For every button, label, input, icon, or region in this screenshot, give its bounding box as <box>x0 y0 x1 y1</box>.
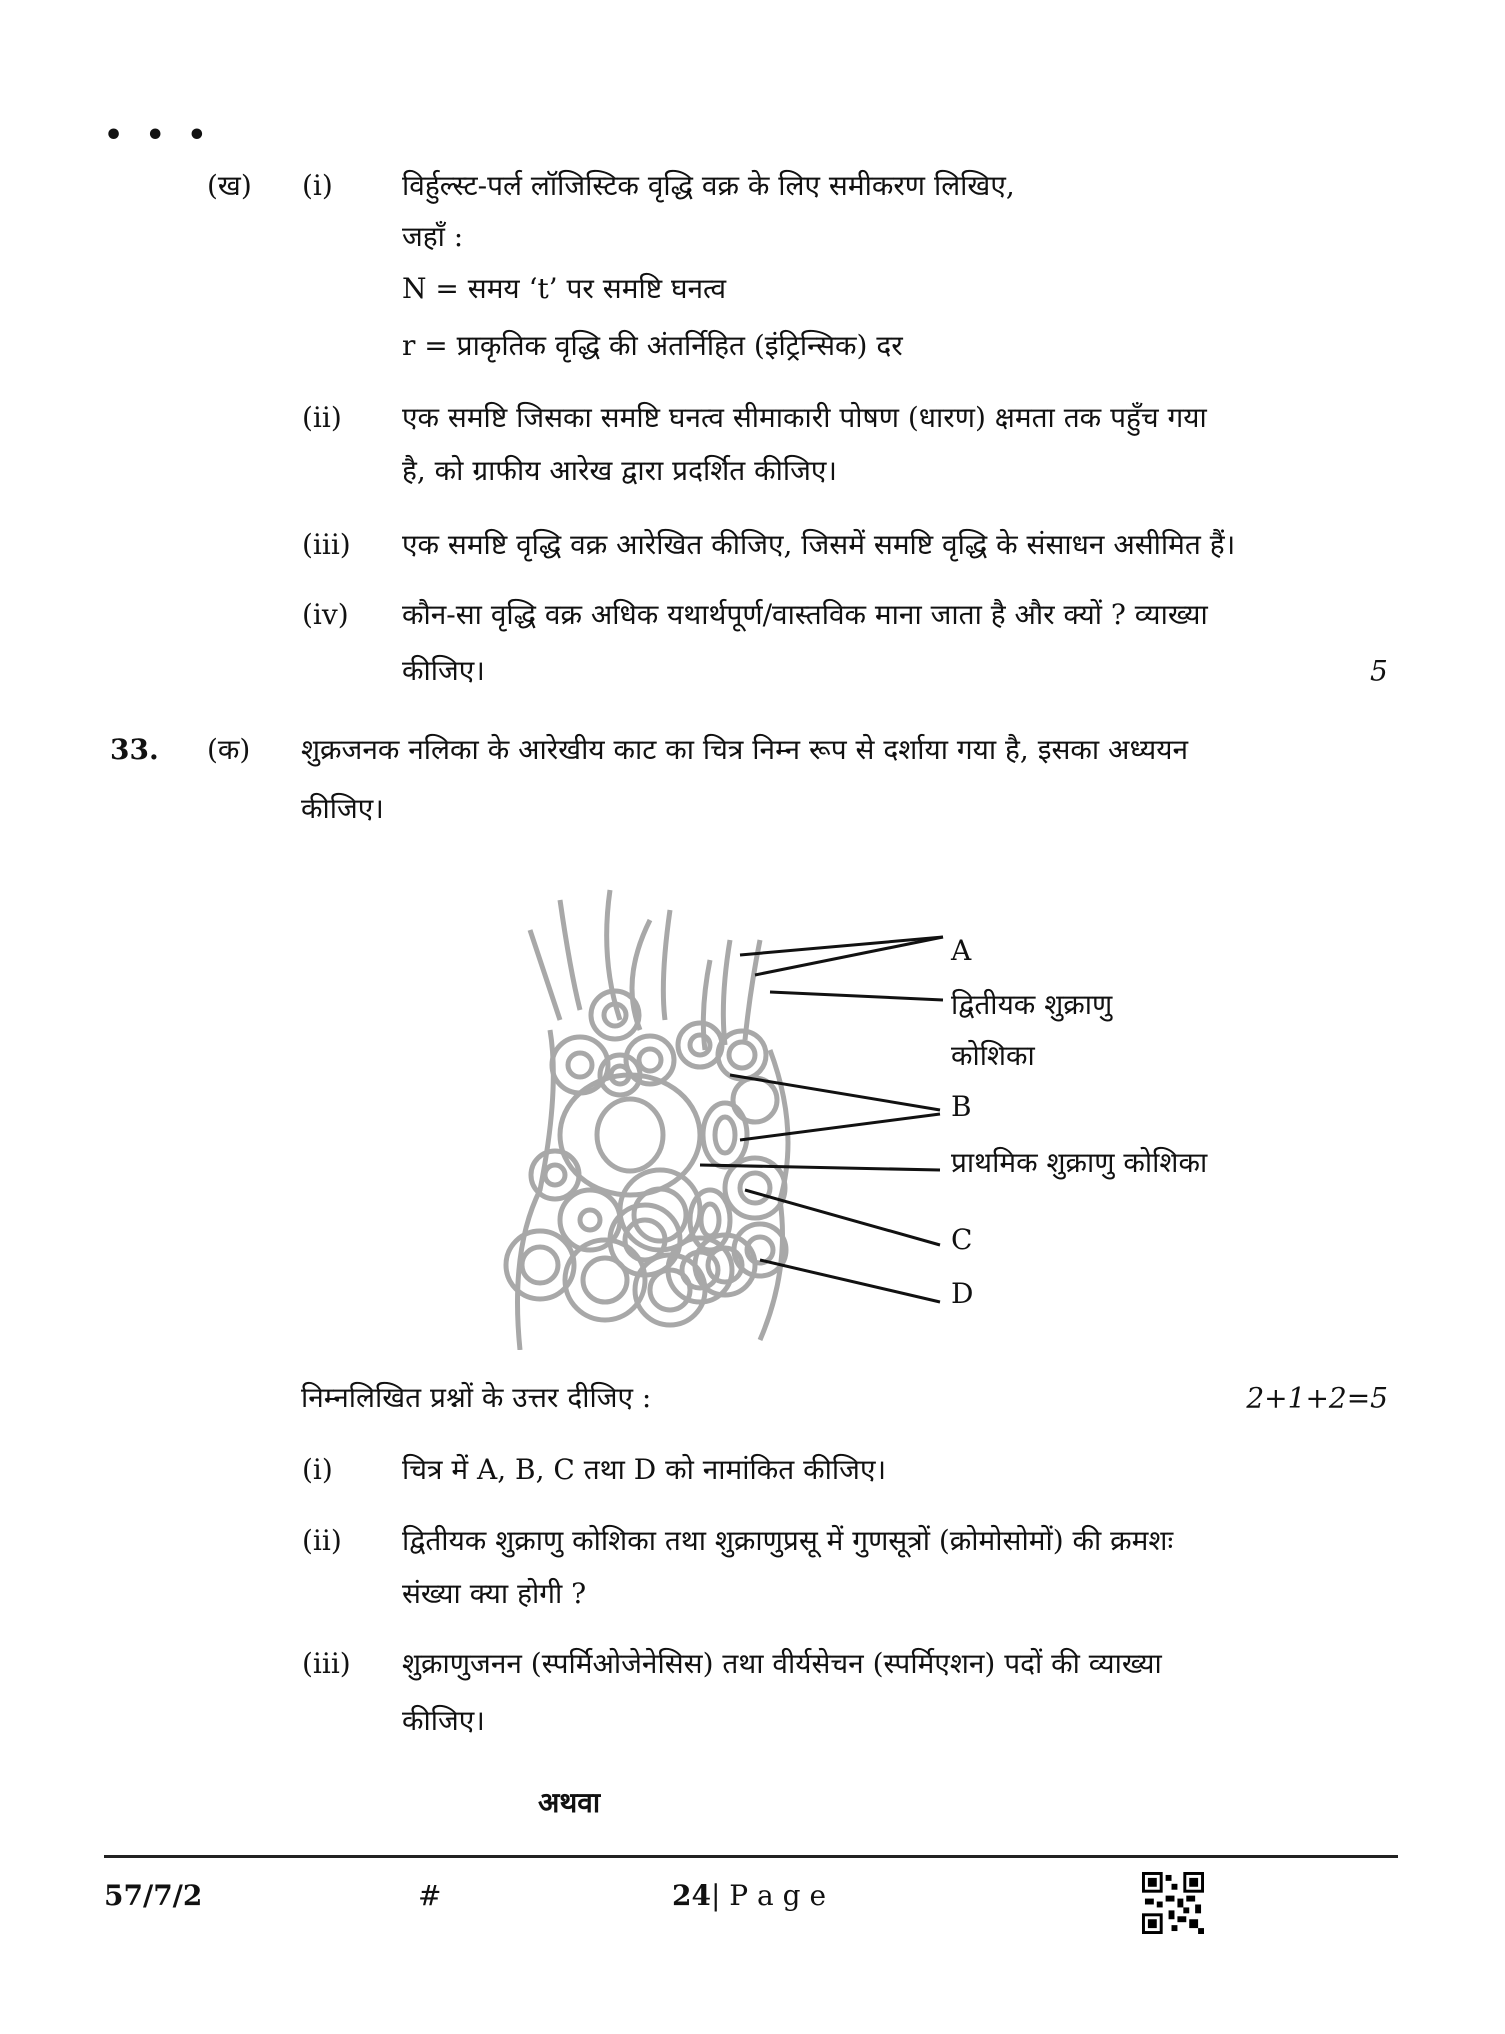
page-number <box>672 1877 826 1915</box>
instruction: निम्नलिखित प्रश्नों के उत्तर दीजिए : <box>301 1381 652 1414</box>
marks: 5 <box>1370 654 1388 688</box>
diagram-label-a: A <box>951 934 972 967</box>
question-text: कीजिए। <box>301 792 384 825</box>
question-text: शुक्रजनक नलिका के आरेखीय काट का चित्र निम्न रूप से दर्शाया गया है, इसका अध्ययन <box>301 733 1188 766</box>
continuation-marker: • • • <box>104 118 213 153</box>
question-text: शुक्राणुजनन (स्पर्मिओजेनेसिस) तथा वीर्यसेचन (स्पर्मिएशन) पदों की व्याख्या <box>402 1647 1162 1680</box>
question-text: एक समष्टि वृद्धि वक्र आरेखित कीजिए, जिसमें समष्टि वृद्धि के संसाधन असीमित हैं। <box>402 528 1236 561</box>
seminiferous-tubule-diagram <box>500 870 1000 1350</box>
question-text: कौन-सा वृद्धि वक्र अधिक यथार्थपूर्ण/वास्तविक माना जाता है और क्यों ? व्याख्या <box>402 598 1208 631</box>
diagram-label-secondary: कोशिका <box>951 1039 1035 1072</box>
qr-code-icon <box>1142 1872 1204 1934</box>
subpart-num: (ii) <box>302 401 342 434</box>
question-text: विर्हुल्स्ट-पर्ल लॉजिस्टिक वृद्धि वक्र के लिए समीकरण लिखिए, <box>402 169 1015 202</box>
subpart-num: (iv) <box>302 598 349 631</box>
page-number-value: 24 <box>672 1879 711 1912</box>
question-number: 33. <box>110 733 159 766</box>
subpart-num: (ii) <box>302 1524 342 1557</box>
question-text: एक समष्टि जिसका समष्टि घनत्व सीमाकारी पोषण (धारण) क्षमता तक पहुँच गया <box>402 401 1207 434</box>
question-text: जहाँ : <box>402 220 464 253</box>
marks: 2+1+2=5 <box>1246 1381 1388 1415</box>
question-text: कीजिए। <box>402 1704 485 1737</box>
subpart-num: (i) <box>302 169 333 202</box>
part-label: (क) <box>207 733 251 766</box>
subpart-num: (i) <box>302 1453 333 1486</box>
definition-r: r = प्राकृतिक वृद्धि की अंतर्निहित (इंट्रिन्सिक) दर <box>402 329 903 362</box>
subpart-num: (iii) <box>302 528 351 561</box>
diagram-label-c: C <box>951 1223 973 1256</box>
definition-n: N = समय ‘t’ पर समष्टि घनत्व <box>402 272 727 305</box>
diagram-label-primary: प्राथमिक शुक्राणु कोशिका <box>951 1146 1208 1179</box>
question-text: संख्या क्या होगी ? <box>402 1577 587 1610</box>
question-text: कीजिए। <box>402 654 485 687</box>
subpart-num: (iii) <box>302 1647 351 1680</box>
diagram-label-secondary: द्वितीयक शुक्राणु <box>951 988 1113 1021</box>
question-text: द्वितीयक शुक्राणु कोशिका तथा शुक्राणुप्रसू में गुणसूत्रों (क्रोमोसोमों) की क्रमशः <box>402 1524 1174 1557</box>
page-word: | P a g e <box>710 1879 827 1912</box>
part-label: (ख) <box>207 169 252 202</box>
diagram-label-d: D <box>951 1277 974 1310</box>
footer-divider <box>104 1855 1398 1858</box>
question-text: है, को ग्राफीय आरेख द्वारा प्रदर्शित कीजिए। <box>402 454 838 487</box>
diagram-label-b: B <box>951 1090 972 1123</box>
question-text: चित्र में A, B, C तथा D को नामांकित कीजिए। <box>402 1453 887 1486</box>
paper-code: 57/7/2 <box>104 1879 203 1912</box>
or-separator: अथवा <box>538 1786 601 1819</box>
hash-mark: # <box>418 1879 442 1912</box>
